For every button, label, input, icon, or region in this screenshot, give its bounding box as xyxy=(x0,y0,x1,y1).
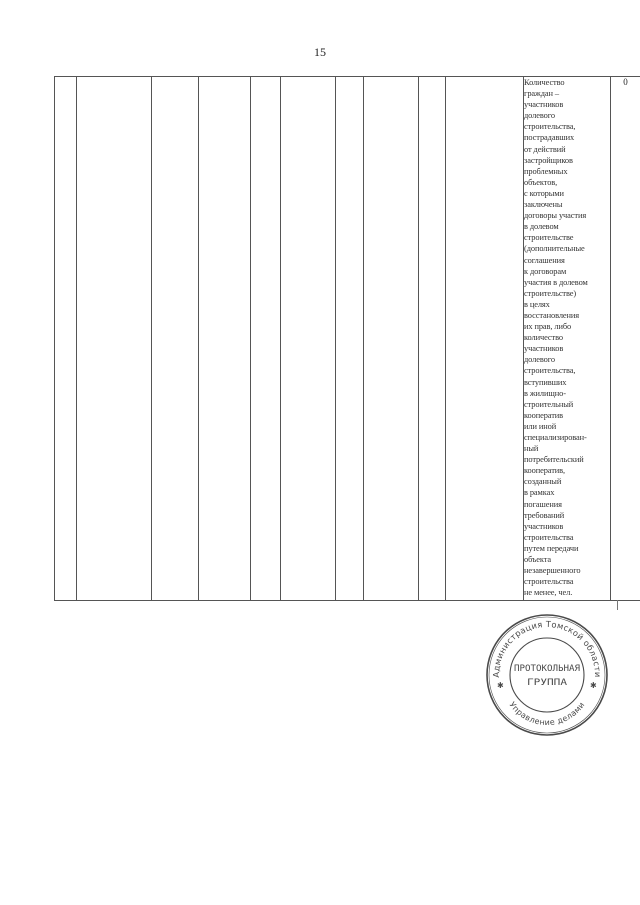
table-cell-empty xyxy=(281,77,336,601)
table-cell-empty xyxy=(364,77,419,601)
stamp-center-line2: ГРУППА xyxy=(527,677,568,688)
stamp-ring-bottom-text: Управление делами xyxy=(507,700,587,728)
page-number: 15 xyxy=(314,45,326,59)
indicator-description-cell: Количество граждан – участников долевого строительства, пострадавших от действий застройщиков проблемных объектов, с которыми заключены договоры участия в долевом строительстве (дополнительные соглашения к договорам участия в долевом строительстве) в целях восстановления их прав, либо количество участников долевого строительства, вступивших в жилищно- строительный кооператив или иной специализирован- ный потребительский кооператив, созданный в рамках погашения требований участников строительства путем передачи объекта незавершенного строительства не менее, чел. xyxy=(524,77,611,601)
stamp-outer-ring xyxy=(487,615,607,735)
stamp-inner-ring xyxy=(510,638,584,712)
table-cell-empty xyxy=(419,77,446,601)
table-cell-empty xyxy=(199,77,251,601)
stamp-ring-text: Администрация Томской области xyxy=(490,618,604,678)
table-cell-empty xyxy=(336,77,364,601)
stamp-star-left-icon: ✱ xyxy=(497,681,504,690)
table-row xyxy=(55,77,640,601)
indicator-value-cell: 0 xyxy=(611,77,640,601)
data-table xyxy=(54,76,640,601)
table-cell-empty xyxy=(446,77,524,601)
table-cell-empty xyxy=(55,77,77,601)
table-cell-empty xyxy=(152,77,199,601)
stamp-outer-ring-inner xyxy=(489,617,605,733)
table-cell-empty xyxy=(77,77,152,601)
stamp-center-line1: ПРОТОКОЛЬНАЯ xyxy=(514,663,581,674)
protocol-group-stamp xyxy=(484,612,610,738)
stamp-star-right-icon: ✱ xyxy=(590,681,597,690)
table-cell-empty xyxy=(251,77,281,601)
table-continuation-line xyxy=(617,600,618,610)
